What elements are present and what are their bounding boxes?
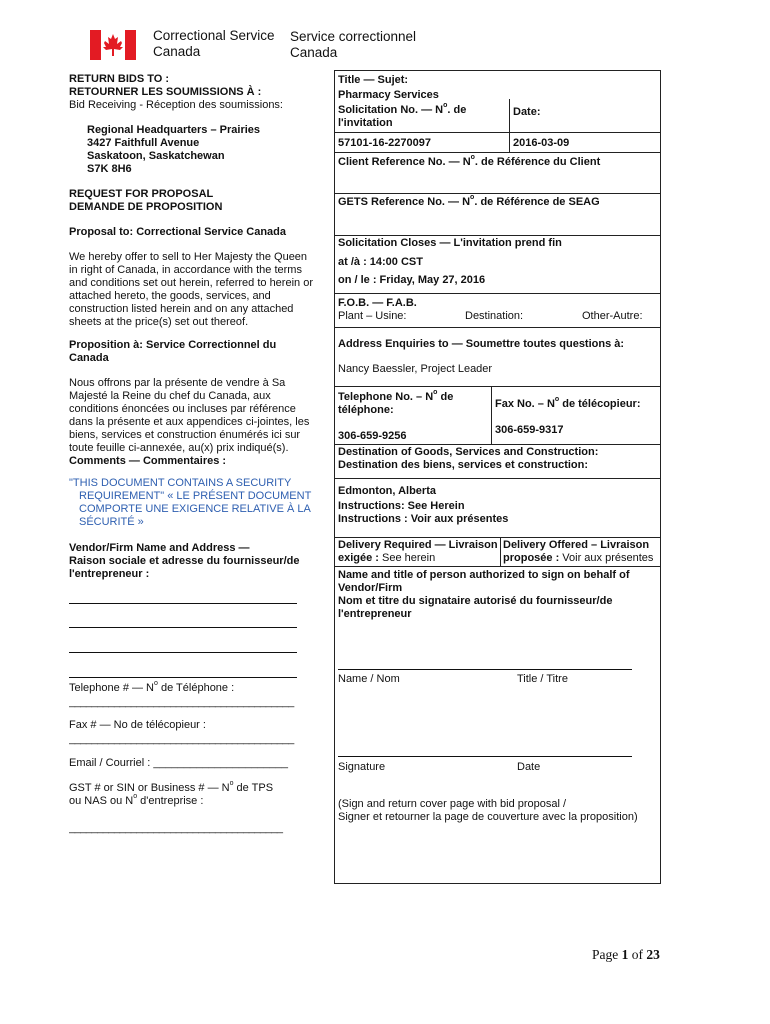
sign-return-note <box>338 798 638 824</box>
title-value: Pharmacy Services <box>338 89 439 101</box>
sup-o: o <box>229 780 234 787</box>
divider <box>491 386 492 444</box>
vendor-address-line[interactable] <box>69 677 297 678</box>
page-total: 23 <box>646 947 660 962</box>
solicitation-no-label-a: Solicitation No. — N <box>338 104 444 116</box>
security-line: SÉCURITÉ » <box>79 516 144 528</box>
divider <box>335 386 660 387</box>
divider <box>335 132 660 133</box>
vendor-address-line[interactable] <box>69 627 297 628</box>
vendor-email-field[interactable]: Email / Courriel : ______________________ <box>69 757 288 769</box>
of-word: of <box>628 947 647 962</box>
gst-label-c: ou NAS ou N <box>69 795 134 807</box>
offer-line: in right of Canada, in accordance with the terms <box>69 264 302 276</box>
signature-line[interactable] <box>338 756 632 757</box>
org-name-fr <box>290 29 416 61</box>
telephone-label-b: de <box>437 391 454 403</box>
title-label: Title — Sujet: <box>338 74 409 86</box>
delivery-offered-label: Delivery Offered – Livraison <box>503 539 650 551</box>
solicitation-info-box <box>334 70 661 884</box>
divider <box>335 293 660 294</box>
delivery-offered-label-b: proposée : <box>503 552 563 564</box>
gst-label-d: d'entreprise : <box>137 795 204 807</box>
name-label: Name / Nom <box>338 673 400 685</box>
org-name-fr-line1: Service correctionnel <box>290 29 417 44</box>
authorized-line: l'entrepreneur <box>338 608 412 620</box>
delivery-required-label-b: exigée : <box>338 552 383 564</box>
canada-flag-icon <box>90 30 136 60</box>
divider <box>335 566 660 567</box>
sup-o: o <box>554 396 560 403</box>
org-name-fr-line2: Canada <box>290 45 338 60</box>
client-reference-label <box>338 156 600 169</box>
offer-line: attached hereto, the goods, services, and <box>69 290 271 302</box>
signature-date-label: Date <box>517 761 541 773</box>
fob-destination: Destination: <box>465 310 524 322</box>
client-reference-label-b: . de Référence du Client <box>474 156 601 168</box>
sup-o: o <box>470 154 475 161</box>
gst-label-b: de TPS <box>233 782 274 794</box>
closes-label: Solicitation Closes — L'invitation prend fin <box>338 237 562 249</box>
sup-o: o <box>470 194 475 201</box>
vendor-telephone-field[interactable]: ________________________________________ <box>69 696 294 708</box>
gst-field[interactable]: ______________________________________ <box>69 822 283 834</box>
fob-label: F.O.B. — F.A.B. <box>338 297 417 309</box>
delivery-required-value: See herein <box>382 552 436 564</box>
delivery-required-label: Delivery Required — Livraison <box>338 539 498 551</box>
sign-return-line: Signer et retourner la page de couverture avec la proposition) <box>338 811 638 823</box>
fax-label <box>495 398 640 411</box>
instructions-en: Instructions: See Herein <box>338 500 465 512</box>
offer-line: sheets at the price(s) set out thereof. <box>69 316 249 328</box>
vendor-label-line: l'entrepreneur : <box>69 568 150 580</box>
rfp-en: REQUEST FOR PROPOSAL <box>69 188 214 200</box>
org-name-en-line1: Correctional Service <box>153 28 275 43</box>
org-name-en-line2: Canada <box>153 44 201 59</box>
authorized-signatory-label <box>338 569 630 621</box>
vendor-name-line[interactable] <box>69 603 297 604</box>
fob-plant: Plant – Usine: <box>338 310 407 322</box>
divider <box>509 99 510 152</box>
client-reference-label-a: Client Reference No. — N <box>338 156 471 168</box>
comments-label: Comments — Commentaires : <box>69 455 227 467</box>
divider <box>335 152 660 153</box>
gets-reference-label-b: . de Référence de SEAG <box>474 196 600 208</box>
return-bids-fr: RETOURNER LES SOUMISSIONS À : <box>69 86 262 98</box>
return-address <box>87 124 260 176</box>
telephone-label <box>338 391 453 417</box>
gets-reference-label-a: GETS Reference No. — N <box>338 196 471 208</box>
fax-label-b: de télécopieur: <box>559 398 641 410</box>
address-line: Regional Headquarters – Prairies <box>87 124 261 136</box>
offer-line: Majesté la Reine du chef du Canada, aux <box>69 390 271 402</box>
offer-line: Nous offrons par la présente de vendre à Sa <box>69 377 286 389</box>
telephone-label-c: téléphone: <box>338 404 394 416</box>
offer-line: biens, services et construction énumérés ici sur <box>69 429 301 441</box>
divider <box>335 235 660 236</box>
sup-o: o <box>154 680 158 687</box>
authorized-line: Nom et titre du signataire autorisé du fournisseur/de <box>338 595 613 607</box>
telephone-label-a: Telephone No. – N <box>338 391 434 403</box>
gst-label <box>69 782 273 808</box>
solicitation-no-value: 57101-16-2270097 <box>338 137 431 149</box>
date-label: Date: <box>513 106 541 118</box>
proposal-to-fr-line: Canada <box>69 352 109 364</box>
gst-label-a: GST # or SIN or Business # — N <box>69 782 230 794</box>
proposal-to-fr <box>69 339 276 365</box>
divider <box>335 193 660 194</box>
page-number <box>592 947 660 963</box>
vendor-label-line: Vendor/Firm Name and Address — <box>69 542 250 554</box>
name-title-line[interactable] <box>338 669 632 670</box>
divider <box>335 327 660 328</box>
divider <box>500 537 501 566</box>
security-notice <box>69 477 311 529</box>
closes-time: at /à : 14:00 CST <box>338 256 423 268</box>
divider <box>335 444 660 445</box>
vendor-label-line: Raison sociale et adresse du fournisseur/de <box>69 555 300 567</box>
sup-o: o <box>133 793 138 800</box>
solicitation-no-label-b: . de <box>447 104 467 116</box>
authorized-line: Vendor/Firm <box>338 582 403 594</box>
destination-city: Edmonton, Alberta <box>338 485 436 497</box>
vendor-telephone-label <box>69 682 234 695</box>
offer-line: We hereby offer to sell to Her Majesty the Queen <box>69 251 308 263</box>
vendor-telephone-label-b: de Téléphone : <box>157 682 235 694</box>
offer-text-en <box>69 251 313 329</box>
solicitation-no-label <box>338 104 466 130</box>
offer-line: construction listed herein and on any attached <box>69 303 294 315</box>
proposal-to-fr-line: Proposition à: Service Correctionnel du <box>69 339 277 351</box>
offer-line: dans la présente et aux appendices ci-jointes, les <box>69 416 310 428</box>
address-line: S7K 8H6 <box>87 163 132 175</box>
sup-o: o <box>433 389 438 396</box>
divider <box>335 478 660 479</box>
security-line: REQUIREMENT" « LE PRÉSENT DOCUMENT <box>79 490 312 502</box>
vendor-fax-label: Fax # — No de télécopieur : <box>69 719 206 731</box>
enquiries-label: Address Enquiries to — Soumettre toutes questions à: <box>338 338 625 350</box>
rfp-fr: DEMANDE DE PROPOSITION <box>69 201 223 213</box>
security-line: COMPORTE UNE EXIGENCE RELATIVE À LA <box>79 503 311 515</box>
date-value: 2016-03-09 <box>513 137 570 149</box>
instructions-fr: Instructions : Voir aux présentes <box>338 513 509 525</box>
authorized-line: Name and title of person authorized to sign on behalf of <box>338 569 630 581</box>
address-line: 3427 Faithfull Avenue <box>87 137 200 149</box>
contact-name: Nancy Baessler, Project Leader <box>338 363 493 375</box>
title-label2: Title / Titre <box>517 673 568 685</box>
bid-receiving: Bid Receiving - Réception des soumissions: <box>69 99 283 111</box>
vendor-address-line[interactable] <box>69 652 297 653</box>
destination-label-fr: Destination des biens, services et construction: <box>338 459 589 471</box>
destination-label-en: Destination of Goods, Services and Construction: <box>338 446 599 458</box>
page-word: Page <box>592 947 622 962</box>
sup-o: o <box>443 102 448 109</box>
solicitation-no-label-c: l'invitation <box>338 117 393 129</box>
gets-reference-label <box>338 196 600 209</box>
vendor-label <box>69 542 299 581</box>
fax-value: 306-659-9317 <box>495 424 564 436</box>
closes-date: on / le : Friday, May 27, 2016 <box>338 274 486 286</box>
offer-text-fr <box>69 377 309 468</box>
delivery-required <box>338 539 498 565</box>
delivery-offered-value: Voir aux présentes <box>562 552 654 564</box>
vendor-fax-field[interactable]: ________________________________________ <box>69 733 294 745</box>
vendor-telephone-label-a: Telephone # — N <box>69 682 154 694</box>
offer-line: toute feuille ci-annexée, au(x) prix indiqué(s). <box>69 442 289 454</box>
offer-line: conditions énoncées ou incluses par référence <box>69 403 296 415</box>
offer-line: and conditions set out herein, referred to herein or <box>69 277 313 289</box>
sign-return-line: (Sign and return cover page with bid proposal / <box>338 798 567 810</box>
fob-other: Other-Autre: <box>582 310 643 322</box>
security-line: "THIS DOCUMENT CONTAINS A SECURITY <box>69 477 292 489</box>
page-current: 1 <box>621 947 629 962</box>
telephone-value: 306-659-9256 <box>338 430 407 442</box>
delivery-offered <box>503 539 653 565</box>
address-line: Saskatoon, Saskatchewan <box>87 150 225 162</box>
return-bids-en: RETURN BIDS TO : <box>69 73 170 85</box>
org-name-en <box>153 28 275 60</box>
proposal-to-en: Proposal to: Correctional Service Canada <box>69 226 287 238</box>
signature-label: Signature <box>338 761 386 773</box>
fax-label-a: Fax No. – N <box>495 398 555 410</box>
divider <box>335 537 660 538</box>
